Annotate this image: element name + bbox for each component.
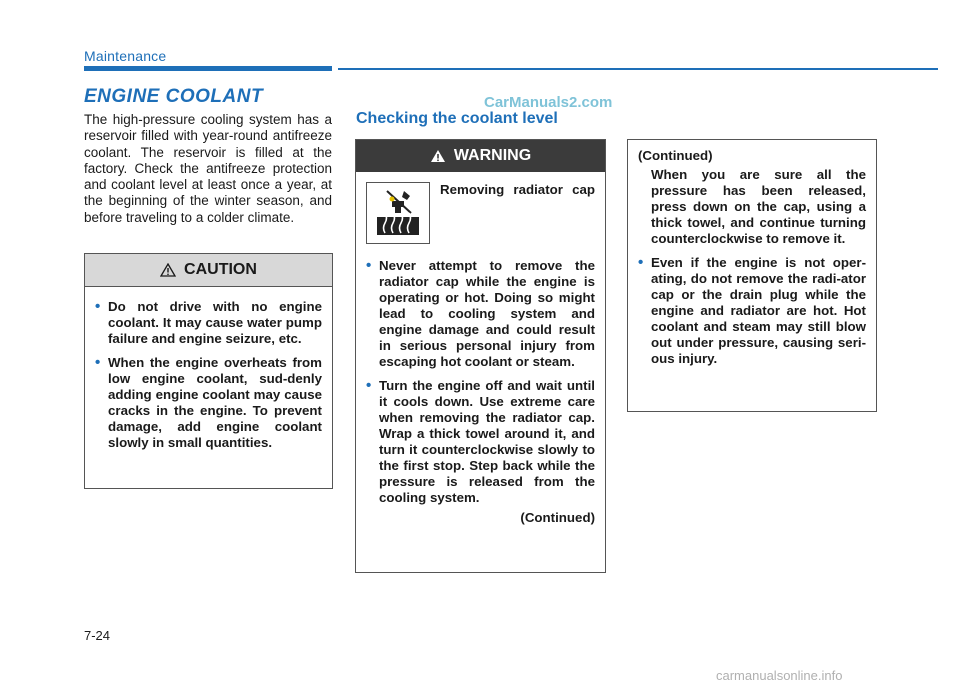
warning-icon (430, 149, 446, 163)
warning-label: WARNING (453, 147, 532, 164)
footer-watermark[interactable]: carmanualsonline.info (716, 668, 843, 683)
subsection-title: Checking the coolant level (356, 110, 558, 127)
page-number: 7-24 (84, 628, 111, 643)
caution-item: • When the engine overheats from low engine coolant, sud-denly adding engine coolant may cause cracks in the engine. To prevent damage, add engine coolant slowly in small quantities. (95, 355, 322, 451)
warning-item: • Turn the engine off and wait until it cools down. Use extreme care when removing the radiator cap. Wrap a thick towel around it, and turn it counterclockwise slowly to the first stop. Step back while the pressure is released from the cooling system. (366, 378, 595, 506)
radiator-cap-icon (366, 182, 430, 244)
caution-icon (160, 263, 176, 277)
warning-box (355, 139, 606, 573)
header-rule-thick (84, 66, 332, 71)
warning-item: • Never attempt to remove the radiator cap while the engine is operating or hot. Doing so might lead to cooling system and engine damage and could result in serious personal injury from escaping hot coolant or steam. (366, 258, 595, 370)
watermark-link[interactable]: CarManuals2.com (484, 94, 613, 111)
header-rule-thin (338, 68, 938, 70)
continued-box (627, 139, 877, 412)
caution-box (84, 253, 333, 489)
intro-paragraph: The high-pressure cooling system has a reservoir filled with year-round antifreeze coolant. The reservoir is filled at the factory. Check the antifreeze protection and coolant level at least once a year, at the beginning of the winter season, and before traveling to a colder climate. (84, 112, 332, 225)
continued-item: • Even if the engine is not oper-ating, do not remove the radi-ator cap or the drain plug while the engine and radiator are hot. Hot coolant and steam may still blow out under pressure, causing seri-ous injury. (638, 255, 866, 367)
continued-note: (Continued) (520, 510, 595, 525)
warning-header (356, 140, 605, 172)
caution-item: • Do not drive with no engine coolant. It may cause water pump failure and engine seizure, etc. (95, 299, 322, 347)
continued-paragraph: When you are sure all the pressure has been released, press down on the cap, using a thick towel, and continue turning counterclockwise to remove it. (651, 167, 866, 246)
section-label: Maintenance (84, 48, 167, 64)
icon-caption: Removing radiator cap (440, 182, 595, 197)
page-title: ENGINE COOLANT (84, 86, 264, 107)
continued-heading: (Continued) (638, 148, 713, 163)
caution-header (85, 254, 332, 287)
caution-label: CAUTION (184, 261, 257, 278)
